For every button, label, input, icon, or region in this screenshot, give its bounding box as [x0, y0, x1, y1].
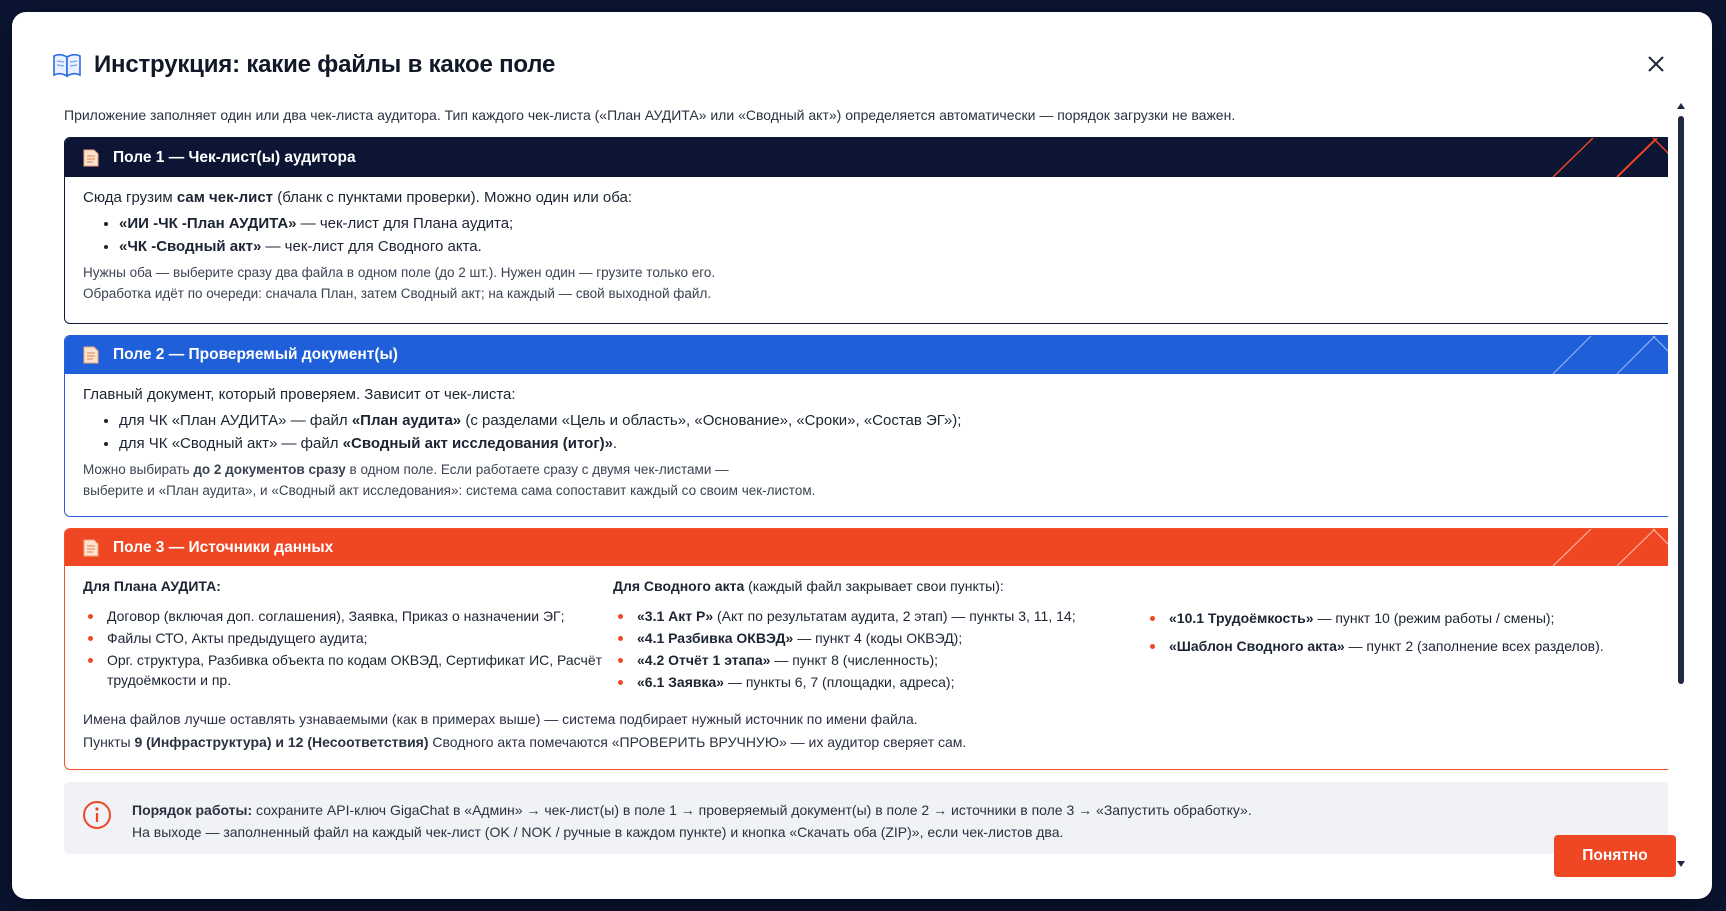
foot-text: Сводного акта помечаются «ПРОВЕРИТЬ ВРУЧНУЮ» — их аудитор сверяет сам. [428, 734, 967, 750]
list-item-text: — чек-лист для Сводного акта. [261, 238, 482, 255]
list-item-text: — пункт 4 (коды ОКВЭД); [793, 630, 963, 646]
list-item-bold: «3.1 Акт Р» [637, 608, 714, 624]
workflow-info-bold: Порядок работы: [132, 802, 253, 818]
list-item-text: — пункты 6, 7 (площадки, адреса); [724, 674, 955, 690]
document-icon [83, 539, 99, 557]
field1-lead-text: Сюда грузим [83, 189, 177, 206]
list-item: Договор (включая доп. соглашения), Заявка, Приказ о назначении ЭГ; [107, 606, 613, 626]
list-item-text: — пункт 2 (заполнение всех разделов). [1344, 638, 1604, 654]
field3-title: Поле 3 — Источники данных [113, 538, 334, 556]
list-item-text: — пункт 8 (численность); [770, 652, 939, 668]
list-item-bold: «4.1 Разбивка ОКВЭД» [637, 630, 794, 646]
list-item [119, 411, 1657, 430]
list-item-text: (с разделами «Цель и область», «Основание», «Сроки», «Состав ЭГ»); [461, 412, 962, 429]
modal-scroll-content[interactable] [52, 100, 1668, 862]
field1-lead [83, 189, 1657, 206]
list-item-text: . [612, 435, 618, 452]
list-item-bold: «10.1 Трудоёмкость» [1169, 610, 1314, 626]
list-item [637, 650, 1145, 670]
document-icon [83, 346, 99, 364]
field3-header [65, 529, 1668, 566]
list-item [637, 628, 1145, 648]
list-item-bold: «ЧК -Сводный акт» [119, 238, 262, 255]
header-decoration [1535, 336, 1668, 374]
plan-sources-list [83, 606, 613, 690]
list-item [637, 672, 1145, 692]
list-item-text: для ЧК «Сводный акт» — файл [119, 435, 343, 452]
field2-header [65, 336, 1668, 374]
intro-text: Приложение заполняет один или два чек-листа аудитора. Тип каждого чек-листа («План АУДИТА» или «Сводный акт») определяется автоматически — порядок загрузки не важен. [64, 107, 1236, 123]
workflow-info-line [132, 799, 1252, 821]
scroll-up-arrow-icon[interactable] [1677, 102, 1685, 110]
modal-title: Инструкция: какие файлы в какое поле [94, 51, 556, 78]
list-item [1169, 608, 1657, 628]
foot-bold: 9 (Инфраструктура) и 12 (Несоответствия) [134, 734, 429, 750]
note-text: в одном поле. Если работаете сразу с двумя чек-листами — [345, 462, 729, 477]
list-item-bold: «6.1 Заявка» [637, 674, 725, 690]
act-sources-title-bold: Для Сводного акта [613, 578, 745, 594]
list-item-bold: «План аудита» [351, 412, 462, 429]
list-item: Файлы СТО, Акты предыдущего аудита; [107, 628, 613, 648]
field1-lead-bold: сам чек-лист [176, 189, 274, 206]
list-item-bold: «ИИ -ЧК -План АУДИТА» [119, 215, 297, 232]
modal-header [52, 42, 1672, 88]
instruction-modal [12, 12, 1712, 899]
close-icon [1647, 55, 1665, 73]
list-item [119, 237, 1657, 256]
list-item-text: — пункт 10 (режим работы / смены); [1313, 610, 1555, 626]
field1-note [83, 262, 1657, 304]
act-sources-title-rest: (каждый файл закрывает свои пункты): [744, 578, 1004, 594]
act-sources-title [613, 578, 1145, 594]
list-item [1169, 636, 1657, 656]
open-book-icon [52, 52, 82, 78]
list-item-bold: «Шаблон Сводного акта» [1169, 638, 1345, 654]
list-item-text: для ЧК «План АУДИТА» — файл [119, 412, 352, 429]
field1-body [65, 177, 1668, 316]
list-item-text: — чек-лист для Плана аудита; [296, 215, 514, 232]
plan-sources-column [83, 578, 613, 694]
act-sources-list [613, 606, 1145, 692]
field1-note-line: Нужны оба — выберите сразу два файла в одном поле (до 2 шт.). Нужен один — грузите только его. [83, 265, 716, 280]
workflow-info-box [64, 782, 1668, 854]
list-item [119, 434, 1657, 453]
note-bold: до 2 документов сразу [193, 462, 346, 477]
field2-note [83, 459, 1657, 501]
act-sources-column [613, 578, 1145, 694]
workflow-info-line: На выходе — заполненный файл на каждый чек-лист (OK / NOK / ручные в каждом пункте) и кнопка «Скачать оба (ZIP)», если чек-листов два. [132, 824, 1064, 840]
plan-sources-title [83, 578, 613, 594]
act-sources-list-extra [1145, 608, 1657, 656]
field2-lead: Главный документ, который проверяем. Зависит от чек-листа: [83, 386, 516, 403]
field1-list [83, 214, 1657, 256]
field2-card [64, 335, 1668, 517]
header-decoration [1535, 529, 1668, 566]
field2-note-line [83, 459, 1657, 480]
header-decoration [1535, 138, 1668, 177]
scrollbar-thumb[interactable] [1678, 116, 1684, 684]
field1-note-line: Обработка идёт по очереди: сначала План, затем Сводный акт; на каждый — свой выходной файл. [83, 286, 712, 301]
field1-card [64, 137, 1668, 324]
foot-text: Пункты [83, 734, 135, 750]
note-text: Можно выбирать [83, 462, 194, 477]
field2-list [83, 411, 1657, 453]
field2-body [65, 374, 1668, 513]
close-button[interactable] [1640, 48, 1672, 80]
field3-columns [65, 566, 1668, 694]
list-item [119, 214, 1657, 233]
workflow-info-rest: сохраните API-ключ GigaChat в «Админ» → чек-лист(ы) в поле 1 → проверяемый документ(ы) в поле 2 → источники в поле 3 → «Запустить обработку». [252, 802, 1252, 818]
field3-card [64, 528, 1668, 770]
scrollbar[interactable] [1676, 100, 1686, 870]
field1-lead-rest: (бланк с пунктами проверки). Можно один или оба: [273, 189, 633, 206]
document-icon [83, 149, 99, 167]
list-item-bold: «Сводный акт исследования (итог)» [342, 435, 613, 452]
info-icon [82, 800, 112, 830]
scroll-down-arrow-icon[interactable] [1677, 860, 1685, 868]
field1-title: Поле 1 — Чек-лист(ы) аудитора [113, 148, 356, 166]
list-item-bold: «4.2 Отчёт 1 этапа» [637, 652, 771, 668]
field3-footnote [65, 694, 1668, 754]
field1-header [65, 138, 1668, 177]
field3-foot-line: Имена файлов лучше оставлять узнаваемыми (как в примерах выше) — система подбирает нужный источник по имени файла. [83, 711, 918, 727]
field2-note-line: выберите и «План аудита», и «Сводный акт исследования»: система сама сопоставит каждый со своим чек-листом. [83, 483, 816, 498]
list-item-text: (Акт по результатам аудита, 2 этап) — пункты 3, 11, 14; [713, 608, 1076, 624]
list-item [637, 606, 1145, 626]
plan-sources-title-text: Для Плана АУДИТА: [83, 578, 221, 594]
list-item: Орг. структура, Разбивка объекта по кодам ОКВЭД, Сертификат ИС, Расчёт трудоёмкости и пр. [107, 650, 613, 690]
field3-foot-line [83, 731, 1657, 754]
field2-title: Поле 2 — Проверяемый документ(ы) [113, 346, 398, 363]
ok-button[interactable]: Понятно [1554, 835, 1676, 877]
workflow-info-text [132, 799, 1252, 843]
act-sources-column-extra [1145, 578, 1657, 694]
